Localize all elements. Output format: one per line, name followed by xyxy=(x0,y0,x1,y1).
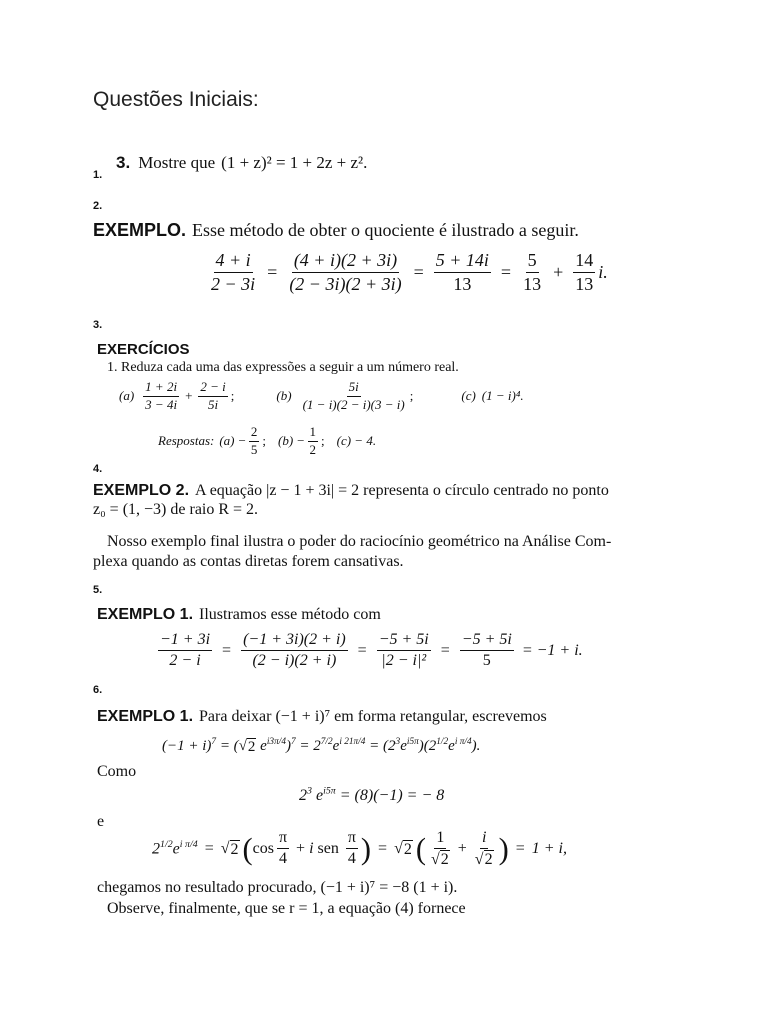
item-number-3: 3. xyxy=(93,319,103,331)
imaginary-unit: i. xyxy=(598,261,608,282)
example-heading: EXEMPLO 1. xyxy=(97,606,194,623)
fraction: $\frac{-5 + 5i}{5}$ xyxy=(461,631,512,670)
answers-label: Respostas: xyxy=(158,433,215,449)
identity-formula: (1 + z)² = 1 + 2z + z². xyxy=(221,153,368,172)
euler-equation: $2^{1/2}e^{i \pi/4}$ = √ 2 ( cos $\frac{\pi}{4}$ + i sen $\frac{\pi}{4}$ ) = √ 2 ( 1 √ 2 + i √ 2 ) = 1 + i, xyxy=(152,829,567,869)
example-heading: EXEMPLO. xyxy=(93,220,187,240)
item-6-heading-line xyxy=(97,708,547,726)
exercises-heading: EXERCÍCIOS xyxy=(97,341,190,358)
fraction: $\frac{5i}{(1 - i)(2 - i)(3 - i)}$ xyxy=(302,379,405,412)
fraction: $\frac{-5 + 5i}{\text{|2 − i|²}}$ xyxy=(378,631,429,670)
item-number-6: 6. xyxy=(93,684,103,696)
fraction: $\frac{2 - i}{5i}$ xyxy=(200,379,226,412)
fraction: $\frac{2}{5}$ xyxy=(250,424,258,457)
conclusion-line: chegamos no resultado procurado, (−1 + i)⁷ = −8 (1 + i). xyxy=(97,879,458,896)
answers-line: Respostas: (a) − $\frac{2}{5}$ ; (b) − $\frac{1}{2}$ ; (c) − 4. xyxy=(158,424,377,457)
exercise-prompt: 1. Reduza cada uma das expressões a seguir a um número real. xyxy=(107,360,459,375)
fraction: $\frac{(4 + i)(2 + 3i)}{(2 - 3i)(2 + 3i)}$ xyxy=(289,250,402,294)
exercise-parts: (a) $\frac{1 + 2i}{3 - 4i}$ + $\frac{2 - i}{5i}$ ; (b) $\frac{5i}{(1 - i)(2 - i)(3 - i)}$ ; (c) (1 − i)⁴. xyxy=(119,379,524,412)
item-2-heading-line xyxy=(93,220,579,241)
fraction: $\frac{-1 + 3i}{2 - i}$ xyxy=(160,631,211,670)
example-text: Ilustramos esse método com xyxy=(199,606,381,623)
transition-word: e xyxy=(97,813,105,830)
answer-c: (c) − 4. xyxy=(336,433,377,449)
polar-equation: $(-1 + i)^7$ = ( √ 2 $e^{i3\pi/4})^7 = 2^{7/2}e^{i 21\pi/4} = (2^3e^{i5\pi})(2^{1/2}e^{i \pi/4})$. xyxy=(162,737,481,755)
example-heading: EXEMPLO 2. xyxy=(93,482,190,499)
division-equation: $\frac{-1 + 3i}{2 - i}$ = $\frac{(-1 + 3i)(2 + i)}{(2 - i)(2 + i)}$ = $\frac{-5 + 5i}{\text{|2 − i|²}}$ = $\frac{-5 + 5i}{5}$ = −1 + i. xyxy=(160,631,583,670)
exercise-label: 3. xyxy=(116,153,131,172)
fraction: $\frac{(-1 + 3i)(2 + i)}{(2 - i)(2 + i)}$ xyxy=(243,631,346,670)
example-text: Para deixar (−1 + i)⁷ em forma retangular, escrevemos xyxy=(199,708,547,725)
paragraph-line: Nosso exemplo final ilustra o poder do raciocínio geométrico na Análise Com- xyxy=(107,533,612,550)
quotient-equation: $\frac{4 + i}{2 - 3i}$ = $\frac{(4 + i)(2 + 3i)}{(2 - 3i)(2 + 3i)}$ = $\frac{5 + 14i}{13}$ = $\frac{5}{13}$ + $\frac{14}{13}$ i. xyxy=(211,250,608,294)
result: = −1 + i. xyxy=(521,641,583,659)
power-equation: $2^3$ $e^{i5\pi} = (8)(-1)$ = − 8 xyxy=(299,786,445,805)
page-title: Questões Iniciais: xyxy=(93,88,259,111)
part-b-label: (b) xyxy=(276,388,292,404)
example-text: A equação |z − 1 + 3i| = 2 representa o círculo centrado no ponto xyxy=(195,482,609,499)
euler-equation-text xyxy=(152,829,153,830)
fraction: $\frac{14}{13}$ xyxy=(575,250,594,294)
item-number-4: 4. xyxy=(93,463,103,475)
paragraph-line: plexa quando as contas diretas forem cansativas. xyxy=(93,553,404,570)
item-number-2: 2. xyxy=(93,200,103,212)
observation-line: Observe, finalmente, que se r = 1, a equação (4) fornece xyxy=(107,900,466,917)
item-5-heading-line xyxy=(97,606,381,624)
fraction: $\frac{1 + 2i}{3 - 4i}$ xyxy=(145,379,178,412)
fraction: $\frac{4 + i}{2 - 3i}$ xyxy=(211,250,256,294)
exercise-text: Mostre que xyxy=(138,153,216,172)
example-heading: EXEMPLO 1. xyxy=(97,708,194,725)
part-a-label: (a) xyxy=(119,388,135,404)
item-4-line-2: z₀ = (1, −3) de raio R = 2. xyxy=(93,501,259,518)
item-number-1: 1. xyxy=(93,169,103,181)
example-text: Esse método de obter o quociente é ilustrado a seguir. xyxy=(192,220,579,240)
fraction: $\frac{5}{13}$ xyxy=(523,250,542,294)
fraction: $\frac{5 + 14i}{13}$ xyxy=(435,250,489,294)
item-1-content xyxy=(116,153,367,173)
item-number-5: 5. xyxy=(93,584,103,596)
transition-word: Como xyxy=(97,763,137,780)
item-4-line-1 xyxy=(93,482,609,500)
fraction: $\frac{1}{2}$ xyxy=(309,424,316,457)
part-c-label: (c) xyxy=(461,388,476,404)
part-c-expression: (1 − i)⁴. xyxy=(481,388,524,404)
